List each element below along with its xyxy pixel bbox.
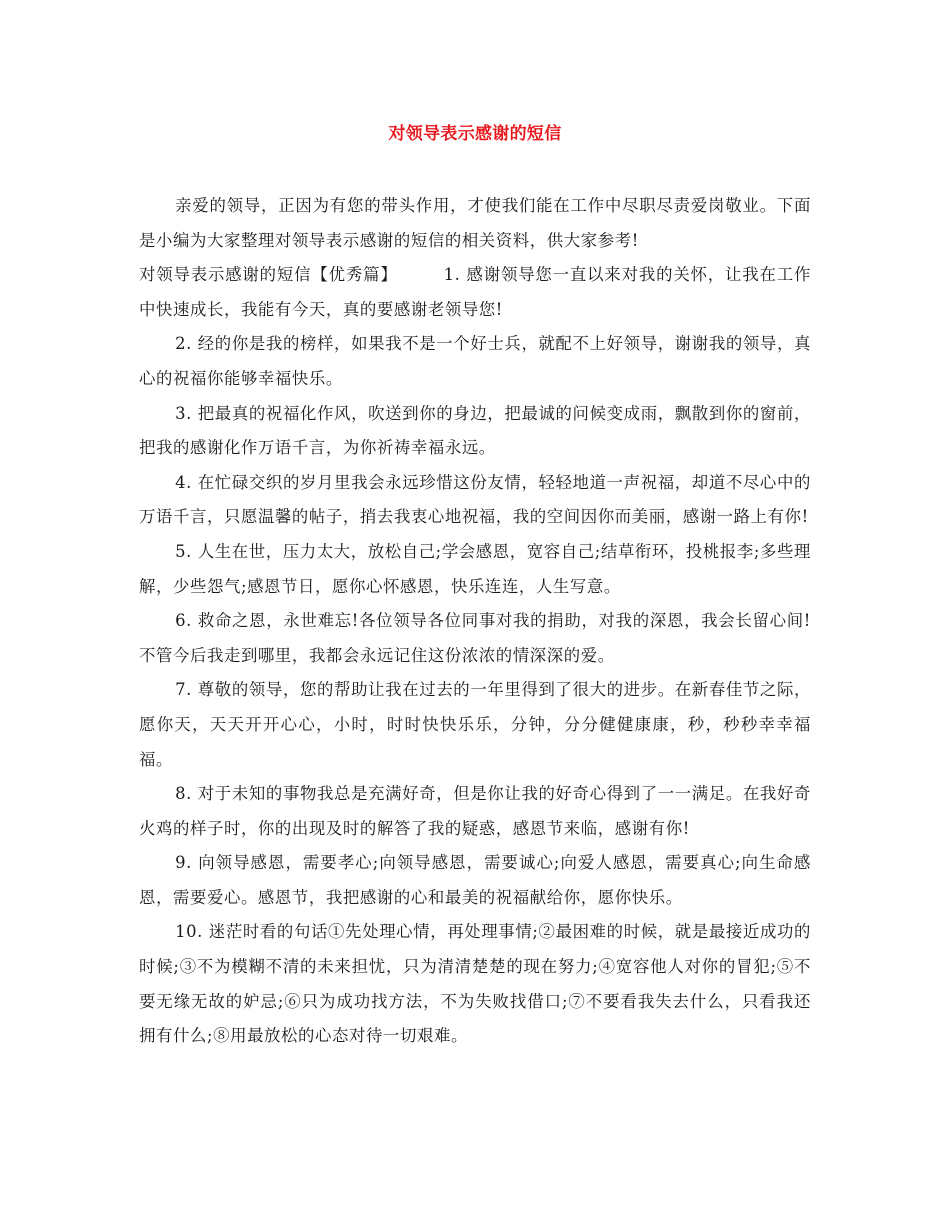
list-item: 10. 迷茫时看的句话①先处理心情，再处理事情;②最困难的时候，就是最接近成功的时候;③不为模糊不清的未来担忧，只为清清楚楚的现在努力;④宽容他人对你的冒犯;⑤不要无缘无故的妒忌;⑥只为成功找方法，不为失败找借口;⑦不要看我失去什么，只看我还拥有什么;⑧用最放松的心态对待一切艰难。 <box>139 922 811 1046</box>
list-item: 9. 向领导感恩，需要孝心;向领导感恩，需要诚心;向爱人感恩，需要真心;向生命感恩，需要爱心。感恩节，我把感谢的心和最美的祝福献给你，愿你快乐。 <box>139 853 811 907</box>
list-item: 4. 在忙碌交织的岁月里我会永远珍惜这份友情，轻轻地道一声祝福，却道不尽心中的万语千言，只愿温馨的帖子，捎去我衷心地祝福，我的空间因你而美丽，感谢一路上有你! <box>139 472 811 527</box>
list-item: 1. 感谢领导您一直以来对我的关怀，让我在工作中快速成长，我能有今天，真的要感谢老领导您! <box>139 265 811 319</box>
list-item: 2. 经的你是我的榜样，如果我不是一个好士兵，就配不上好领导，谢谢我的领导，真心的祝福你能够幸福快乐。 <box>139 334 811 388</box>
list-item: 7. 尊敬的领导，您的帮助让我在过去的一年里得到了很大的进步。在新春佳节之际，愿你天，天天开开心心，小时，时时快快乐乐，分钟，分分健健康康，秒，秒秒幸幸福福。 <box>139 680 811 769</box>
list-item: 3. 把最真的祝福化作风，吹送到你的身边，把最诚的问候变成雨，飘散到你的窗前，把我的感谢化作万语千言，为你祈祷幸福永远。 <box>139 403 811 458</box>
intro-paragraph: 亲爱的领导，正因为有您的带头作用，才使我们能在工作中尽职尽责爱岗敬业。下面是小编为大家整理对领导表示感谢的短信的相关资料，供大家参考! <box>139 196 811 250</box>
section-paragraph <box>139 258 811 327</box>
section-heading: 对领导表示感谢的短信【优秀篇】 <box>139 265 398 285</box>
list-item: 8. 对于未知的事物我总是充满好奇，但是你让我的好奇心得到了一一满足。在我好奇火鸡的样子时，你的出现及时的解答了我的疑惑，感恩节来临，感谢有你! <box>139 784 811 838</box>
list-item: 6. 救命之恩，永世难忘!各位领导各位同事对我的捐助，对我的深恩，我会长留心间!不管今后我走到哪里，我都会永远记住这份浓浓的情深深的爱。 <box>139 611 811 665</box>
document-body <box>139 189 811 1054</box>
document-title: 对领导表示感谢的短信 <box>388 124 562 144</box>
list-item: 5. 人生在世，压力太大，放松自己;学会感恩，宽容自己;结草衔环，投桃报李;多些理解，少些怨气;感恩节日，愿你心怀感恩，快乐连连，人生写意。 <box>139 541 811 596</box>
